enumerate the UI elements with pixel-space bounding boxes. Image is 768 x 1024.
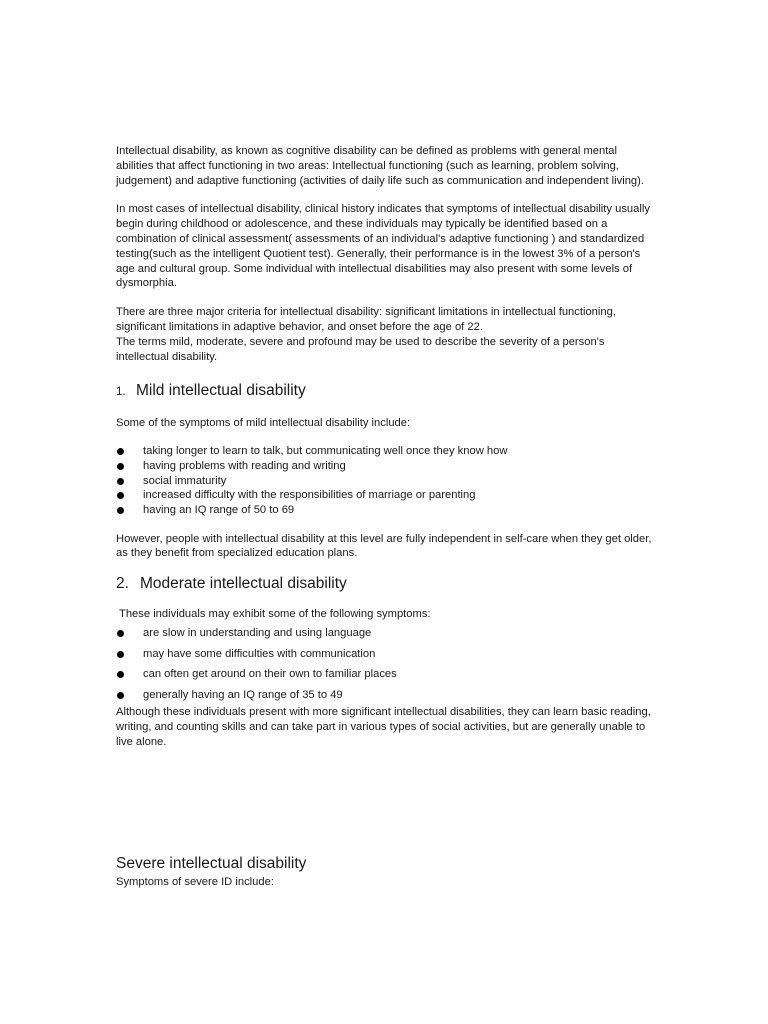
mild-heading-number: 1. <box>116 386 126 399</box>
mild-after-paragraph: However, people with intellectual disability at this level are fully independent in self-care when they get older, as they benefit from specialized education plans. <box>116 532 652 560</box>
intro-paragraph-3b: The terms mild, moderate, severe and profound may be used to describe the severity of a person's intellectual disability. <box>116 335 605 363</box>
moderate-heading-number: 2. <box>116 575 129 593</box>
list-item: having an IQ range of 50 to 69 <box>116 503 656 518</box>
list-item: social immaturity <box>116 474 656 489</box>
moderate-symptom-list <box>116 626 656 702</box>
list-item: may have some difficulties with communication <box>116 647 656 662</box>
intro-paragraph-3a: There are three major criteria for intellectual disability: significant limitations in intellectual functioning, significant limitations in adaptive behavior, and onset before the age of 22. <box>116 306 616 333</box>
list-item: increased difficulty with the responsibilities of marriage or parenting <box>116 488 656 503</box>
bullet-icon <box>117 692 124 699</box>
bullet-icon <box>117 671 124 678</box>
moderate-lead: These individuals may exhibit some of the following symptoms: <box>119 608 431 621</box>
list-item: taking longer to learn to talk, but communicating well once they know how <box>116 444 656 459</box>
document-body <box>116 144 656 889</box>
mild-symptom-list <box>116 444 656 518</box>
bullet-icon <box>117 630 124 637</box>
list-item: are slow in understanding and using language <box>116 626 656 641</box>
intro-paragraph-1: Intellectual disability, as known as cognitive disability can be defined as problems with general mental abilities that affect functioning in two areas: Intellectual functioning (such as learning, problem solving, judgement) and adaptive functioning (activities of daily life such as communication and independent living). <box>116 145 644 187</box>
moderate-after-paragraph: Although these individuals present with more significant intellectual disabilities, they can learn basic reading, writing, and counting skills and can take part in various types of social activities, but are generally unable to live alone. <box>116 706 651 748</box>
mild-heading-text: Mild intellectual disability <box>136 382 306 400</box>
list-item: having problems with reading and writing <box>116 459 656 474</box>
list-item: can often get around on their own to familiar places <box>116 667 656 682</box>
bullet-icon <box>117 448 124 455</box>
bullet-icon <box>117 507 124 514</box>
bullet-icon <box>117 651 124 658</box>
moderate-heading-text: Moderate intellectual disability <box>140 575 347 593</box>
intro-paragraph-2: In most cases of intellectual disability, clinical history indicates that symptoms of intellectual disability usually begin during childhood or adolescence, and these individuals may typically be identified based on a combination of clinical assessment( assessments of an individual's adaptive functioning ) and standardized testing(such as the intelligent Quotient test). Generally, their performance is in the lowest 3% of a person's age and cultural group. Some individual with intellectual disabilities may also present with some levels of dysmorphia. <box>116 203 650 290</box>
bullet-icon <box>117 478 124 485</box>
bullet-icon <box>117 463 124 470</box>
bullet-icon <box>117 492 124 499</box>
list-item: generally having an IQ range of 35 to 49 <box>116 688 656 703</box>
mild-heading <box>116 381 656 402</box>
mild-lead: Some of the symptoms of mild intellectual disability include: <box>116 417 411 430</box>
severe-lead: Symptoms of severe ID include: <box>116 875 274 888</box>
moderate-heading <box>116 574 656 594</box>
severe-heading: Severe intellectual disability <box>116 854 307 872</box>
